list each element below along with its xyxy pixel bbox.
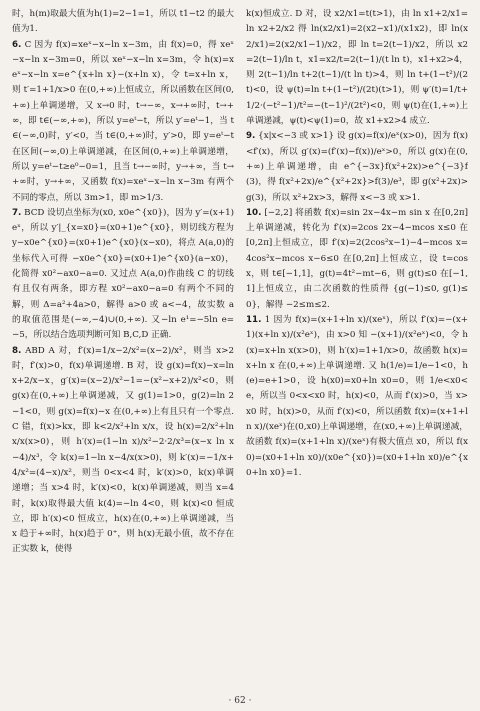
question-number: 7.: [12, 207, 22, 218]
solution-paragraph: [12, 344, 234, 558]
question-number: 9.: [246, 131, 256, 142]
solution-text: 因为 f(x)=(x+1+ln x)/(xeˣ)，所以 f′(x)=−(x+1)(x+ln x)/(x²eˣ)，由 x>0 知 −(x+1)/(x²eˣ)<0，令 h(x)=x+ln x(x>0)，则 h′(x)=1+1/x>0，故函数 h(x)=x+ln x 在(0,+∞)上单调递增. 又 h(1/e)=1/e−1<0，h(e)=e+1>0，设 h(x0)=x0+ln x0=0，则 1/e<x0<e，所以当 0<x<x0 时，h(x)<0，从而 f′(x)>0，当 x>x0 时，h(x)>0，从而 f′(x)<0，所以函数 f(x)=(x+1+ln x)/(xeˣ)在(0,x0)上单调递增，在(x0,+∞)上单调递减，故函数 f(x)=(x+1+ln x)/(xeˣ)有极大值点 x0，所以 f(x0)=(x0+1+ln x0)/(x0e^{x0})=(x0+1+ln x0)/e^{x0+ln x0}=1.: [246, 314, 468, 478]
question-number: 11.: [246, 314, 262, 325]
page-number: · 62 ·: [228, 696, 252, 706]
solution-paragraph: [12, 7, 234, 38]
question-number: 10.: [246, 207, 262, 218]
answer-label: {x|x<−3 或 x>1}: [258, 131, 335, 142]
solution-text: 设切点坐标为(x0, x0e^{x0})，因为 y′=(x+1)eˣ，所以 y′|_{x=x0}=(x0+1)e^{x0}，则切线方程为 y−x0e^{x0}=(x0+1)e^{x0}(x−x0)，将点 A(a,0)的坐标代入可得 −x0e^{x0}=(x0+1)e^{x0}(a−x0)，化简得 x0²−ax0−a=0. 又过点 A(a,0)作曲线 C 的切线有且仅有两条，即方程 x0²−ax0−a=0 有两个不同的解，则 Δ=a²+4a>0，解得 a>0 或 a<−4，故实数 a 的取值范围是(−∞,−4)∪(0,+∞). 又−ln e¹=−5ln e=−5，所以结合选项判断可知 B,C,D 正确.: [12, 207, 234, 341]
solution-paragraph: [12, 38, 234, 206]
answer-label: C: [24, 39, 32, 50]
solution-text: 因为 f(x)=xeˣ−x−ln x−3m，由 f(x)=0，得 xeˣ−x−ln x−3m=0，所以 xeˣ−x−ln x=3m，令 h(x)=xeˣ−x−ln x=e^{x+ln x}−(x+ln x)，令 t=x+ln x，则 t′=1+1/x>0 在(0,+∞)上恒成立，所以函数在区间(0,+∞)上单调递增，又 x→0 时，t→−∞，x→+∞时，t→+∞，即 t∈(−∞,+∞)，所以 y=eᵗ−t，所以 y′=eᵗ−1，当 t∈(−∞,0)时，y′<0，当 t∈(0,+∞)时，y′>0，即 y=eᵗ−t 在区间(−∞,0)上单调递减，在区间(0,+∞)上单调递增，所以 y=eᵗ−t≥e⁰−0=1，且当 t→−∞时，y→+∞，当 t→+∞时，y→+∞，又函数 f(x)=xeˣ−x−ln x−3m 有两个不同的零点，所以 3m>1，即 m>1/3.: [12, 39, 234, 203]
solution-text: A 对，f′(x)=1/x−2/x²=(x−2)/x²，则当 x>2 时，f′(x)>0，f(x)单调递增. B 对，设 g(x)=f(x)−x=ln x+2/x−x，g′(x)=(x−2)/x²−1=−(x²−x+2)/x²<0，则 g(x)在(0,+∞)上单调递减，又 g(1)=1>0，g(2)=ln 2−1<0，则 g(x)=f(x)−x 在(0,+∞)上有且只有一个零点. C 错，f(x)>kx，即 k<2/x²+ln x/x，设 h(x)=2/x²+ln x/x(x>0)，则 h′(x)=(1−ln x)/x²−2·2/x³=(x−x ln x−4)/x³，令 k(x)=1−ln x−4/x(x>0)，则 k′(x)=−1/x+4/x²=(4−x)/x²，则当 0<x<4 时，k′(x)>0，k(x)单调递增；当 x>4 时，k′(x)<0，k(x)单调递减，则当 x=4 时，k(x)取得最大值 k(4)=−ln 4<0，则 k(x)<0 恒成立，即 h′(x)<0 恒成立，h(x)在(0,+∞)上单调递减，当 x 趋于+∞时，h(x)趋于 0⁺，则 h(x)无最小值，故不存在正实数 k，使得: [12, 345, 234, 555]
solution-text: 时，h(m)取最大值为h(1)=2−1=1，所以 t1−t2 的最大值为1.: [12, 9, 234, 35]
solution-paragraph: [12, 206, 234, 344]
right-column: [246, 7, 468, 685]
solution-paragraph: [246, 313, 468, 481]
answer-label: [−2,2]: [264, 207, 293, 218]
answer-label: BCD: [24, 207, 45, 218]
solution-paragraph: [246, 206, 468, 313]
solution-text: 设 g(x)=f(x)/eˣ(x>0)，因为 f(x)<f′(x)，所以 g′(x)=(f′(x)−f(x))/eˣ>0，所以 g(x)在(0,+∞)上单调递增，由 e^{−3x}f(x²+2x)>e^{−3}f(3)，得 f(x²+2x)/e^{x²+2x}>f(3)/e³，即 g(x²+2x)>g(3)，所以 x²+2x>3，解得 x<−3 或 x>1.: [246, 131, 468, 203]
answer-label: ABD: [25, 345, 45, 356]
question-number: 6.: [12, 39, 22, 50]
left-column: [12, 7, 234, 685]
question-number: 8.: [12, 345, 22, 356]
solution-text: k(x)恒成立. D 对，设 x2/x1=t(t>1)，由 ln x1+2/x1=ln x2+2/x2 得 ln(x2/x1)=2(x2−x1)/(x1x2)，即 ln(x2/x1)=2(x2/x1−1)/x2，即 ln t=2(t−1)/x2，所以 x2=2(t−1)/ln t，x1=x2/t=2(t−1)/(t ln t)，x1+x2>4，则 2(t−1)/ln t+2(t−1)/(t ln t)>4，则 ln t+(1−t²)/(2t)<0，设 ψ(t)=ln t+(1−t²)/(2t)(t>1)，则 ψ′(t)=1/t+1/2·(−t²−1)/t²=−(t−1)²/(2t²)<0，则 ψ(t)在(1,+∞)上单调递减，ψ(t)<ψ(1)=0，故 x1+x2>4 成立.: [246, 9, 468, 127]
solution-paragraph: [246, 7, 468, 129]
solution-paragraph: [246, 129, 468, 205]
solution-text: 将函数 f(x)=sin 2x−4x−m sin x 在[0,2π]上单调递减，转化为 f′(x)=2cos 2x−4−mcos x≤0 在[0,2π]上恒成立，即 f′(x)=2(2cos²x−1)−4−mcos x=4cos²x−mcos x−6≤0 在[0,2π]上恒成立，设 t=cos x，则 t∈[−1,1]，g(t)=4t²−mt−6，则 g(t)≤0 在[−1,1]上恒成立，由二次函数的性质得 {g(−1)≤0, g(1)≤0}，解得 −2≤m≤2.: [246, 207, 468, 310]
answer-label: 1: [264, 314, 271, 325]
